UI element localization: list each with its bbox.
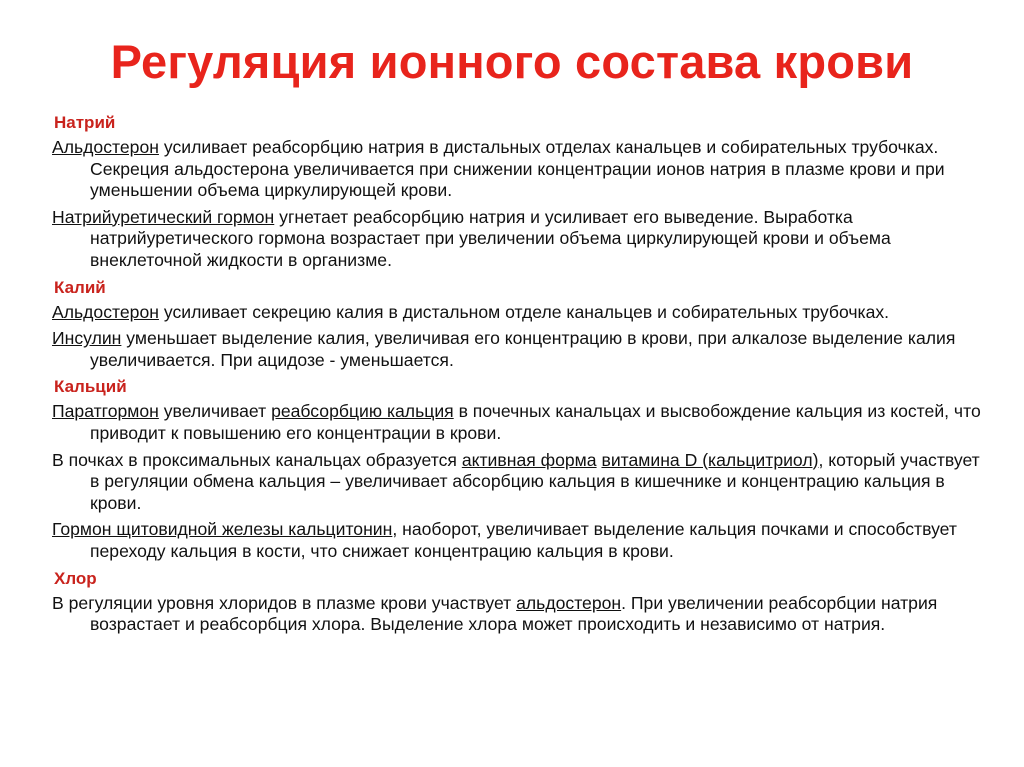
paragraph-text: увеличивает (158, 401, 272, 422)
paragraph-text: уменьшает выделение калия, увеличивая его концентрацию в крови, при алкалозе выделение калия увеличивается. При ацидозе - уменьшается. (90, 328, 956, 370)
section-paragraph (50, 401, 985, 444)
section-heading: Натрий (54, 113, 116, 132)
underlined-term: витамина D (кальцитриол) (601, 449, 819, 470)
section-paragraph (50, 450, 985, 515)
section-paragraph (50, 302, 985, 324)
underlined-term: Инсулин (52, 328, 122, 349)
section-heading: Калий (54, 277, 106, 297)
section-paragraph (50, 593, 985, 636)
slide-title: Регуляция ионного состава крови (110, 35, 914, 88)
underlined-term: реабсорбцию кальция (271, 401, 454, 422)
underlined-term: Гормон щитовидной железы кальцитонин (52, 519, 393, 540)
underlined-term: Альдостерон (52, 137, 159, 157)
section-paragraph (50, 519, 985, 562)
slide-content (50, 112, 985, 641)
paragraph-text: в почечных канальцах и высвобождение кальция из костей, что приводит к повышению его концентрации в крови. (90, 401, 981, 443)
paragraph-text: В почках в проксимальных канальцах образуется (52, 449, 462, 470)
section-heading: Хлор (54, 568, 97, 588)
section-paragraph (50, 328, 985, 371)
paragraph-text: В регуляции уровня хлоридов в плазме крови участвует (52, 592, 517, 613)
underlined-term: альдостерон (516, 592, 622, 613)
section-heading: Кальций (54, 377, 127, 397)
paragraph-text: угнетает реабсорбцию натрия и усиливает его выведение. Выработка натрийуретического гормона возрастает при увеличении объема циркулирующей крови и объема внеклеточной жидкости в организме. (90, 206, 891, 270)
paragraph-text: . При увеличении реабсорбции натрия возрастает и реабсорбция хлора. Выделение хлора может происходить и независимо от натрия. (90, 592, 938, 635)
underlined-term: Натрийуретический гормон (52, 206, 275, 227)
underlined-term: активная форма (461, 449, 597, 470)
section-paragraph (50, 137, 985, 202)
underlined-term: Альдостерон (52, 301, 159, 322)
paragraph-text: , который участвует в регуляции обмена кальция – увеличивает абсорбцию кальция в кишечнике и концентрацию кальция в крови. (90, 449, 980, 513)
paragraph-text: усиливает секрецию калия в дистальном отделе канальцев и собирательных трубочках. (158, 301, 890, 322)
section-paragraph (50, 207, 985, 272)
underlined-term: Паратгормон (52, 401, 159, 422)
paragraph-text: , наоборот, увеличивает выделение кальция почками и способствует переходу кальция в кости, что снижает концентрацию кальция в крови. (90, 519, 957, 561)
paragraph-text: усиливает реабсорбцию натрия в дистальных отделах канальцев и собирательных трубочках. Секреция альдостерона увеличивается при снижении концентрации ионов натрия в плазме крови и при уменьшении объема циркулирующей крови. (90, 137, 945, 201)
